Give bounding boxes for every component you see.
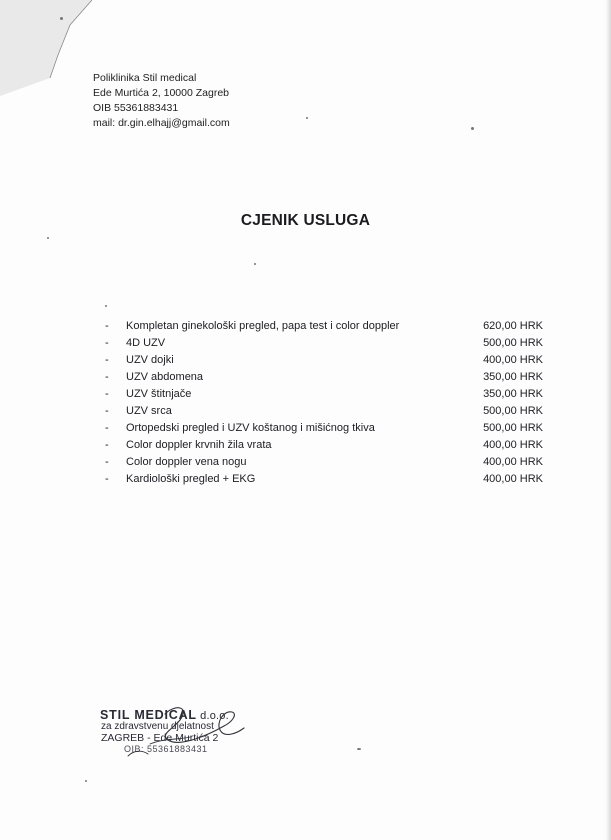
list-item <box>105 335 545 352</box>
service-name: Ortopedski pregled i UZV koštanog i mišićnog tkiva <box>126 422 375 434</box>
list-item <box>105 403 545 420</box>
stamp-company-suffix: d.o.o. <box>196 710 229 722</box>
list-bullet: - <box>105 388 109 400</box>
clinic-address: Ede Murtića 2, 10000 Zagreb <box>93 87 229 99</box>
scan-speck <box>254 263 256 265</box>
page-corner-fold <box>0 0 95 100</box>
service-price: 400,00 HRK <box>483 456 543 468</box>
service-name: 4D UZV <box>126 337 166 349</box>
service-price: 500,00 HRK <box>483 405 543 417</box>
list-bullet: - <box>105 354 109 366</box>
service-price: 400,00 HRK <box>483 473 543 485</box>
service-price: 350,00 HRK <box>483 371 543 383</box>
list-item <box>105 454 545 471</box>
service-name: Color doppler vena nogu <box>126 456 247 468</box>
service-price: 350,00 HRK <box>483 388 543 400</box>
service-price: 400,00 HRK <box>483 439 543 451</box>
stamp-oib: OIB: 55361883431 <box>124 744 208 754</box>
list-bullet: - <box>105 337 109 349</box>
service-price: 620,00 HRK <box>483 320 543 332</box>
list-bullet: - <box>105 371 109 383</box>
handwritten-signature <box>120 700 270 760</box>
page-right-edge <box>605 0 611 840</box>
clinic-oib: OIB 55361883431 <box>93 102 179 114</box>
scan-speck <box>471 127 474 130</box>
clinic-header <box>93 71 230 131</box>
service-name: Kardiološki pregled + EKG <box>126 473 256 485</box>
page-title: CJENIK USLUGA <box>240 212 371 229</box>
service-name: Color doppler krvnih žila vrata <box>126 439 272 451</box>
scan-speck <box>105 305 107 307</box>
list-bullet: - <box>105 422 109 434</box>
list-item <box>105 437 545 454</box>
service-price: 500,00 HRK <box>483 337 543 349</box>
list-bullet: - <box>105 439 109 451</box>
scan-speck <box>306 117 308 119</box>
service-name: UZV dojki <box>126 354 174 366</box>
service-name: UZV srca <box>126 405 172 417</box>
list-bullet: - <box>105 405 109 417</box>
list-item <box>105 386 545 403</box>
list-bullet: - <box>105 320 109 332</box>
list-item <box>105 369 545 386</box>
scan-speck <box>357 748 361 750</box>
price-list <box>105 318 545 488</box>
service-name: UZV štitnjače <box>126 388 192 400</box>
list-item <box>105 471 545 488</box>
stamp-address: ZAGREB - Ede Murtića 2 <box>101 732 219 744</box>
service-price: 500,00 HRK <box>483 422 543 434</box>
list-item <box>105 318 545 335</box>
service-price: 400,00 HRK <box>483 354 543 366</box>
list-item <box>105 420 545 437</box>
service-name: Kompletan ginekološki pregled, papa test i color doppler <box>126 320 400 332</box>
list-bullet: - <box>105 473 109 485</box>
scan-speck <box>60 17 63 20</box>
service-name: UZV abdomena <box>126 371 204 383</box>
list-bullet: - <box>105 456 109 468</box>
stamp-activity: za zdravstvenu djelatnost <box>101 721 214 732</box>
stamp-company-name: STIL MEDICAL <box>100 708 197 722</box>
scan-speck <box>85 780 87 782</box>
list-item <box>105 352 545 369</box>
clinic-name: Poliklinika Stil medical <box>93 72 197 84</box>
scan-speck <box>47 237 49 239</box>
clinic-email: mail: dr.gin.elhajj@gmail.com <box>93 117 230 129</box>
